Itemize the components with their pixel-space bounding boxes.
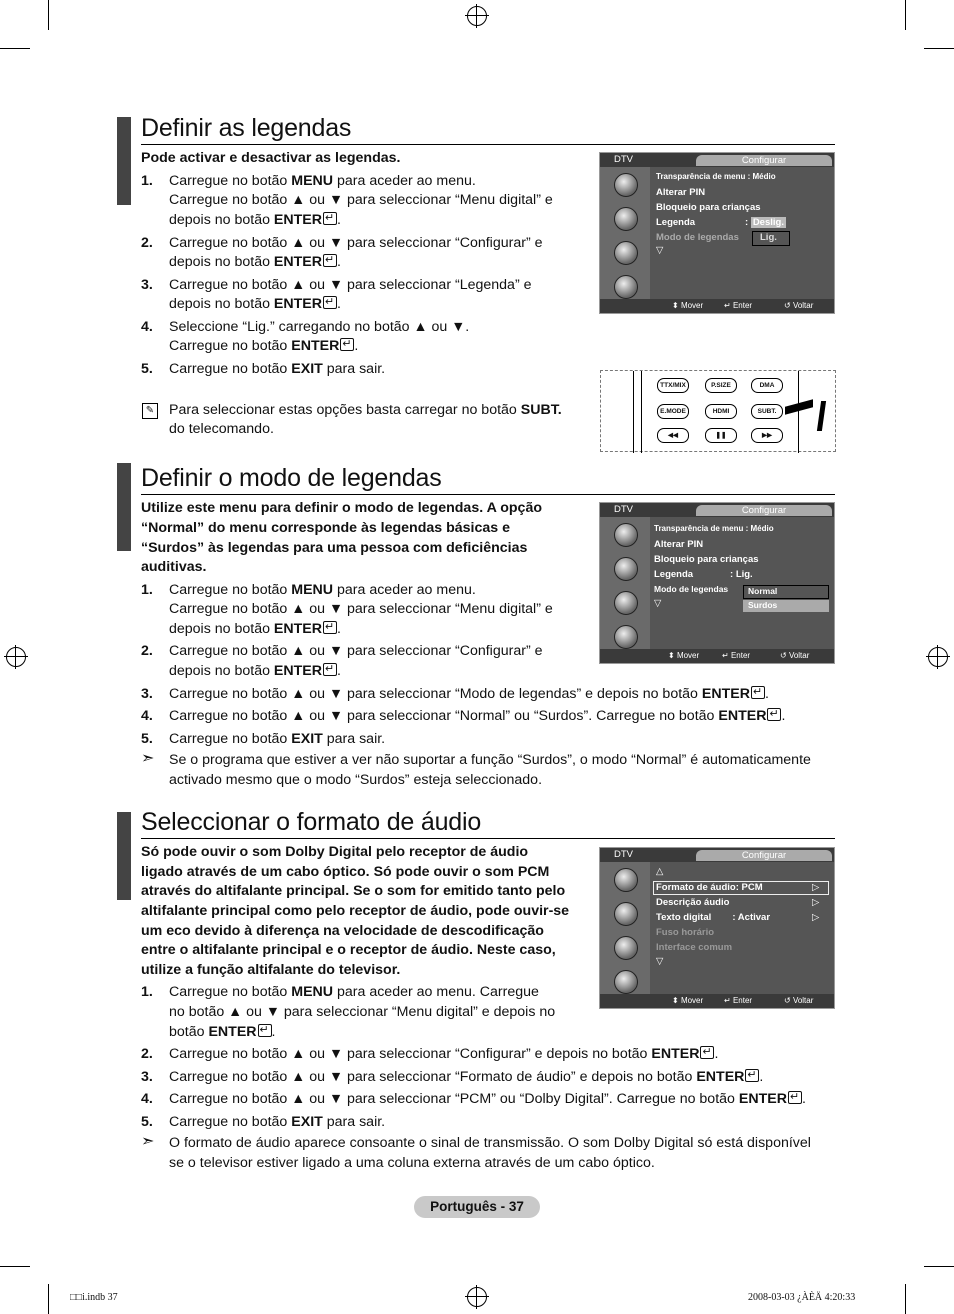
step-number: 2. (141, 235, 153, 251)
enter-icon (323, 621, 337, 634)
enter-icon (340, 338, 354, 351)
enter-icon (751, 686, 765, 699)
step-text: no botão ▲ ou ▼ para seleccionar “Menu digital” e depois no (169, 1004, 556, 1020)
step-number: 5. (141, 361, 153, 377)
osd-foot-voltar: ↺ Voltar (784, 996, 814, 1005)
step-text: depois no botão ENTER↵ . (169, 295, 341, 315)
step-text: Carregue no botão ▲ ou ▼ para seleccionar “Formato de áudio” e depois no botão ENTER↵ . (169, 1068, 763, 1088)
step-text: depois no botão ENTER↵ . (169, 211, 341, 231)
osd-footer (600, 994, 834, 1008)
osd-source: DTV (614, 154, 633, 165)
step-text: depois no botão ENTER↵ . (169, 253, 341, 273)
step-text: Carregue no botão EXIT para sair. (169, 1114, 386, 1130)
osd-row: Bloqueio para crianças (654, 554, 759, 565)
crop-mark (48, 1284, 49, 1314)
osd-right-arrow-icon: ▷ (812, 882, 820, 893)
osd-row: Transparência de menu : Médio (654, 524, 774, 533)
note-text: se o televisor estiver ligado a uma coluna externa através de um cabo óptico. (169, 1155, 655, 1171)
step-number: 3. (141, 1069, 153, 1085)
picture-icon (614, 173, 638, 197)
section-title: Seleccionar o formato de áudio (141, 808, 482, 836)
note-text: O formato de áudio aparece consoante o sinal de transmissão. O som Dolby Digital só está disponível (169, 1135, 811, 1151)
setup-icon (614, 936, 638, 960)
step-text: Carregue no botão MENU para aceder ao menu. Carregue (169, 984, 539, 1000)
osd-option: Normal (748, 586, 778, 596)
step-text: Carregue no botão ▲ ou ▼ para seleccionar “Configurar” e depois no botão ENTER↵ . (169, 1045, 718, 1065)
osd-row-value: : Deslig. (745, 217, 784, 228)
enter-icon (323, 212, 337, 225)
osd-row: Interface comum (656, 942, 733, 953)
step-number: 5. (141, 1114, 153, 1130)
note-text: activado mesmo que o modo “Surdos” esteja seleccionado. (169, 772, 543, 788)
osd-foot-enter: ↵ Enter (724, 301, 753, 310)
step-text: depois no botão ENTER↵ . (169, 620, 341, 640)
setup-icon (614, 241, 638, 265)
note-text: Para seleccionar estas opções basta carregar no botão SUBT. (169, 402, 562, 418)
intro-text: através do altifalante principal. Se o som for emitido tanto pelo (141, 883, 566, 899)
osd-option: Lig. (760, 232, 777, 243)
intro-text: Utilize este menu para definir o modo de legendas. A opção (141, 500, 543, 516)
step-text: Carregue no botão ▲ ou ▼ para seleccionar “Menu digital” e (169, 192, 553, 208)
intro-text: ligado através de um cabo óptico. Só pode ouvir o som PCM (141, 864, 550, 880)
enter-icon (700, 1046, 714, 1059)
section-rule (141, 494, 835, 495)
crop-mark (924, 48, 954, 49)
page-number-badge: Português - 37 (414, 1196, 540, 1218)
remote-button: TTX/MIX (657, 378, 689, 393)
osd-foot-mover: ⬍ Mover (672, 996, 704, 1005)
osd-menu (599, 847, 835, 1009)
step-text: Carregue no botão ▲ ou ▼ para seleccionar “Modo de legendas” e depois no botão ENTER↵ . (169, 685, 769, 705)
osd-footer (600, 649, 834, 663)
registration-mark-icon (467, 6, 487, 26)
step-number: 3. (141, 277, 153, 293)
osd-row: Descrição áudio (656, 897, 730, 908)
intro-text: um eco devido à diferença na velocidade de descodificação (141, 923, 544, 939)
osd-down-arrow-icon: ▽ (656, 245, 664, 256)
osd-title: Configurar (696, 505, 832, 516)
crop-mark (905, 1284, 906, 1314)
input-icon (614, 625, 638, 649)
print-file-info: □□i.indb 37 (70, 1292, 118, 1303)
input-icon (614, 970, 638, 994)
section-bar (117, 117, 131, 205)
step-number: 4. (141, 1091, 153, 1107)
print-date-info: 2008-03-03 ¿ÀÈÄ 4:20:33 (748, 1292, 856, 1303)
osd-row: Modo de legendas (656, 232, 739, 243)
setup-icon (614, 591, 638, 615)
enter-icon (745, 1069, 759, 1082)
osd-sidebar (600, 167, 650, 301)
step-text: Carregue no botão ▲ ou ▼ para seleccionar “Legenda” e (169, 277, 532, 293)
section-bar (117, 463, 131, 551)
sound-icon (614, 557, 638, 581)
sound-icon (614, 902, 638, 926)
note-text: Se o programa que estiver a ver não suportar a função “Surdos”, o modo “Normal” é automaticamente (169, 752, 811, 768)
osd-row: Legenda (656, 217, 696, 228)
step-text: Carregue no botão MENU para aceder ao menu. (169, 582, 476, 598)
crop-mark (0, 48, 30, 49)
osd-foot-enter: ↵ Enter (724, 996, 753, 1005)
section-title: Definir o modo de legendas (141, 464, 442, 492)
osd-row: Bloqueio para crianças (656, 202, 761, 213)
step-text: Carregue no botão ▲ ou ▼ para seleccionar “Configurar” e (169, 235, 543, 251)
input-icon (614, 275, 638, 299)
osd-row: Legenda : Lig. (654, 569, 753, 580)
osd-down-arrow-icon: ▽ (654, 598, 662, 609)
section-bar (117, 812, 131, 900)
step-text: Seleccione “Lig.” carregando no botão ▲ ou ▼. (169, 319, 470, 335)
enter-icon (258, 1024, 272, 1037)
intro-text: “Normal” do menu corresponde às legendas básicas e (141, 520, 510, 536)
step-number: 1. (141, 173, 153, 189)
step-text: depois no botão ENTER↵ . (169, 662, 341, 682)
osd-title: Configurar (696, 850, 832, 861)
step-text: Carregue no botão MENU para aceder ao menu. (169, 173, 476, 189)
fast-forward-icon: ▶▶ (751, 428, 783, 443)
osd-sidebar (600, 862, 650, 996)
note-arrow-icon: ➣ (141, 1133, 155, 1150)
osd-row: Formato de áudio: PCM (656, 882, 763, 893)
enter-icon (788, 1091, 802, 1104)
intro-text: Só pode ouvir o som Dolby Digital pelo receptor de áudio (141, 844, 529, 860)
registration-mark-icon (467, 1287, 487, 1307)
picture-icon (614, 868, 638, 892)
osd-header (600, 848, 834, 862)
intro-text: “Surdos” às legendas para uma pessoa com deficiências (141, 540, 528, 556)
step-number: 4. (141, 319, 153, 335)
remote-button: SUBT. (751, 404, 783, 419)
osd-row: Texto digital : Activar (656, 912, 771, 923)
osd-row: Transparência de menu : Médio (656, 172, 776, 181)
osd-right-arrow-icon: ▷ (812, 912, 820, 923)
section-rule (141, 838, 835, 839)
step-text: Carregue no botão ▲ ou ▼ para seleccionar “Normal” ou “Surdos”. Carregue no botão ENTER↵ . (169, 707, 785, 727)
step-text: Carregue no botão ▲ ou ▼ para seleccionar “Menu digital” e (169, 601, 553, 617)
step-text: Carregue no botão ▲ ou ▼ para seleccionar “Configurar” e (169, 643, 543, 659)
osd-row: Fuso horário (656, 927, 715, 938)
osd-foot-mover: ⬍ Mover (672, 301, 704, 310)
remote-button: P.SIZE (705, 378, 737, 393)
section-title: Definir as legendas (141, 114, 352, 142)
step-text: Carregue no botão ▲ ou ▼ para seleccionar “PCM” ou “Dolby Digital”. Carregue no botão ENTER↵ . (169, 1090, 806, 1110)
enter-icon (323, 254, 337, 267)
registration-mark-icon (928, 647, 948, 667)
osd-foot-voltar: ↺ Voltar (780, 651, 810, 660)
osd-menu (599, 502, 835, 664)
osd-row: Modo de legendas (654, 584, 729, 594)
osd-down-arrow-icon: ▽ (656, 956, 664, 967)
osd-header (600, 153, 834, 167)
intro-text: utilize a função altifalante do televisor. (141, 962, 401, 978)
crop-mark (924, 1266, 954, 1267)
step-number: 3. (141, 686, 153, 702)
enter-icon (323, 663, 337, 676)
intro-text: altifalante principal como pelo receptor de áudio, pode ouvir-se (141, 903, 570, 919)
osd-menu (599, 152, 835, 314)
picture-icon (614, 523, 638, 547)
intro-text: entre o altifalante principal e o receptor de áudio. Neste caso, (141, 942, 556, 958)
remote-button: DMA (751, 378, 783, 393)
note-text: do telecomando. (169, 421, 274, 437)
remote-button: HDMI (705, 404, 737, 419)
pause-icon: ❚❚ (705, 428, 737, 443)
enter-icon (323, 296, 337, 309)
osd-row: Alterar PIN (654, 539, 704, 550)
intro-text: Pode activar e desactivar as legendas. (141, 150, 401, 166)
step-text: Carregue no botão EXIT para sair. (169, 731, 386, 747)
osd-sidebar (600, 517, 650, 651)
pointer-mark (817, 401, 826, 431)
intro-text: auditivas. (141, 559, 207, 575)
step-number: 4. (141, 708, 153, 724)
osd-header (600, 503, 834, 517)
osd-title: Configurar (696, 155, 832, 166)
crop-mark (48, 0, 49, 30)
note-arrow-icon: ➣ (141, 750, 155, 767)
osd-option: Surdos (748, 600, 778, 610)
section-rule (141, 144, 835, 145)
step-text: Carregue no botão ENTER↵ . (169, 337, 358, 357)
step-text: Carregue no botão EXIT para sair. (169, 361, 386, 377)
pointer-arrow-icon (785, 399, 813, 415)
osd-foot-voltar: ↺ Voltar (784, 301, 814, 310)
step-number: 2. (141, 643, 153, 659)
remote-control-illustration (600, 370, 836, 452)
step-text: botão ENTER↵ . (169, 1023, 276, 1043)
step-number: 1. (141, 582, 153, 598)
osd-footer (600, 299, 834, 313)
step-number: 1. (141, 984, 153, 1000)
note-icon: ✎ (142, 403, 158, 419)
crop-mark (0, 1266, 30, 1267)
remote-button: E.MODE (657, 404, 689, 419)
osd-source: DTV (614, 849, 633, 860)
osd-foot-mover: ⬍ Mover (668, 651, 700, 660)
rewind-icon: ◀◀ (657, 428, 689, 443)
osd-row: Alterar PIN (656, 187, 706, 198)
osd-right-arrow-icon: ▷ (812, 897, 820, 908)
osd-source: DTV (614, 504, 633, 515)
osd-up-arrow-icon: △ (656, 866, 664, 877)
sound-icon (614, 207, 638, 231)
registration-mark-icon (6, 647, 26, 667)
step-number: 5. (141, 731, 153, 747)
osd-foot-enter: ↵ Enter (722, 651, 751, 660)
crop-mark (905, 0, 906, 30)
enter-icon (767, 708, 781, 721)
step-number: 2. (141, 1046, 153, 1062)
